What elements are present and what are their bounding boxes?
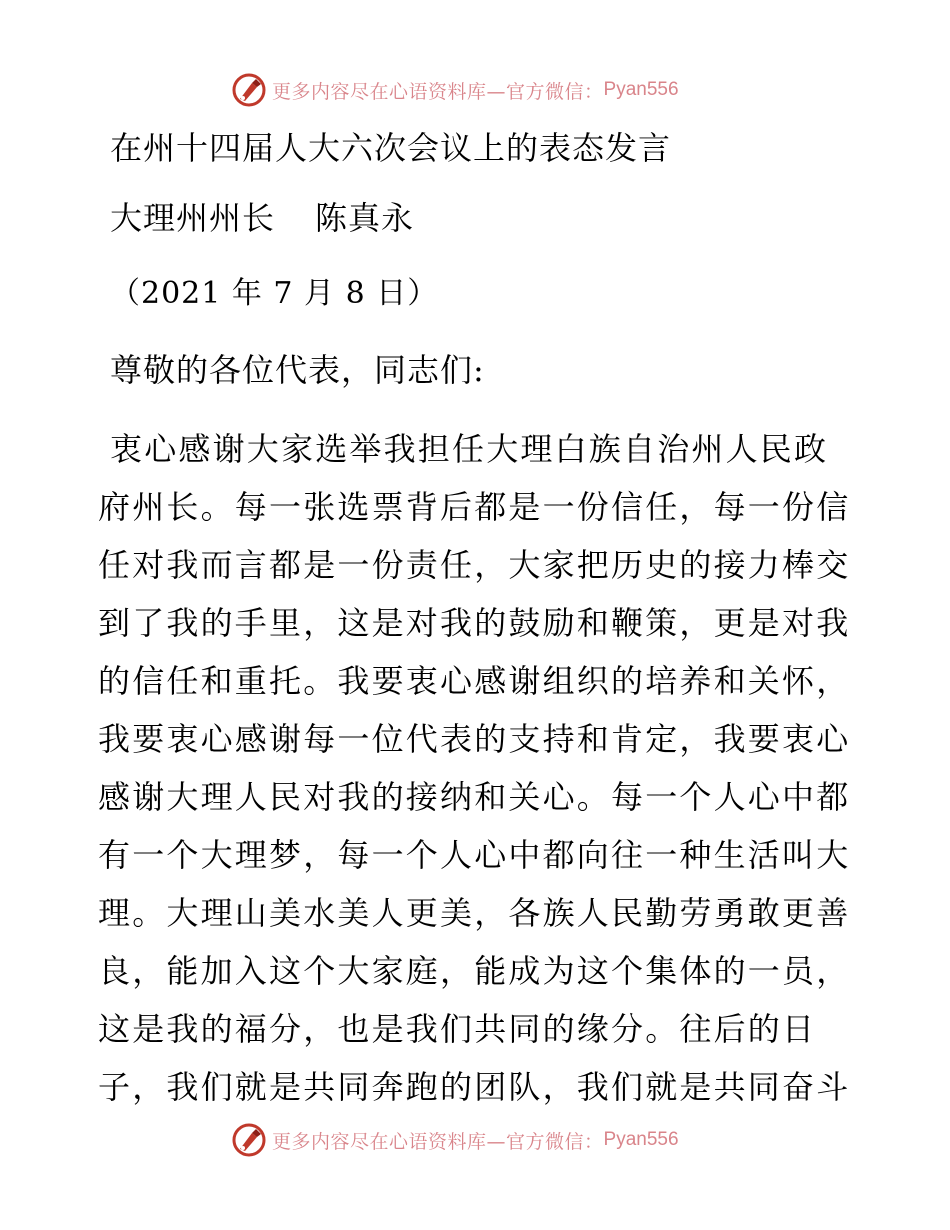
paragraph-line: 感谢大理人民对我的接纳和关心。每一个人心中都 <box>98 778 851 816</box>
paragraph-line: 到了我的手里，这是对我的鼓励和鞭策，更是对我 <box>98 604 851 642</box>
paragraph-line: 府州长。每一张选票背后都是一份信任，每一份信 <box>98 488 851 526</box>
watermark-wechat-id: Pyan556 <box>603 1129 679 1150</box>
pen-logo-icon <box>232 1123 266 1157</box>
paragraph-line: 的信任和重托。我要衷心感谢组织的培养和关怀， <box>98 662 851 700</box>
paragraph-line: 子，我们就是共同奔跑的团队，我们就是共同奋斗 <box>98 1068 851 1106</box>
author-name: 陈真永 <box>315 199 415 237</box>
author-line <box>110 198 414 238</box>
paragraph-line: 良，能加入这个大家庭，能成为这个集体的一员， <box>98 952 851 990</box>
watermark-text: 更多内容尽在心语资料库—官方微信： <box>272 80 604 103</box>
paragraph-line: 理。大理山美水美人更美，各族人民勤劳勇敢更善 <box>98 894 851 932</box>
document-date: （2021 年 7 月 8 日） <box>110 276 439 311</box>
paragraph-line: 我要衷心感谢每一位代表的支持和肯定，我要衷心 <box>98 720 851 758</box>
pen-logo-icon <box>232 73 266 107</box>
paragraph-line: 衷心感谢大家选举我担任大理白族自治州人民政 <box>110 430 829 468</box>
body-paragraph <box>98 420 858 1116</box>
greeting: 尊敬的各位代表，同志们: <box>110 351 485 389</box>
paragraph-line: 这是我的福分，也是我们共同的缘分。往后的日 <box>98 1010 817 1048</box>
watermark-banner-top <box>232 72 679 108</box>
watermark-text: 更多内容尽在心语资料库—官方微信： <box>272 1130 604 1153</box>
paragraph-line: 任对我而言都是一份责任，大家把历史的接力棒交 <box>98 546 851 584</box>
watermark-banner-bottom <box>232 1122 679 1158</box>
watermark-wechat-id: Pyan556 <box>603 79 679 100</box>
document-title: 在州十四届人大六次会议上的表态发言 <box>110 129 672 167</box>
paragraph-line: 有一个大理梦，每一个人心中都向往一种生活叫大 <box>98 836 851 874</box>
author-role: 大理州州长 <box>110 199 276 237</box>
